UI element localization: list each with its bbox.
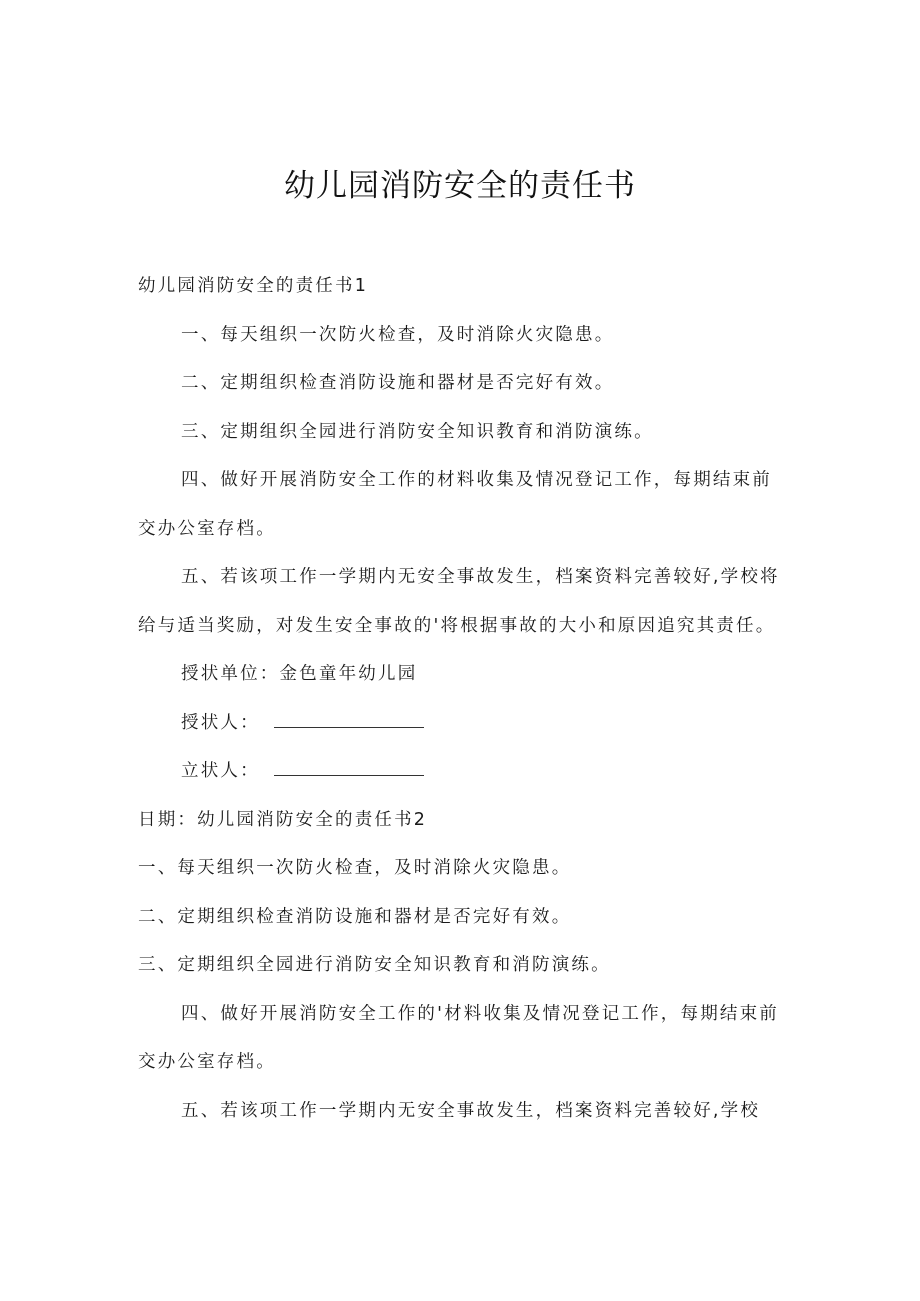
clause-4-copy: 四、做好开展消防安全工作的'材料收集及情况登记工作，每期结束前交办公室存档。 — [138, 1003, 780, 1072]
grantor-signature-line — [274, 709, 424, 728]
clause-2-copy: 二、定期组织检查消防设施和器材是否完好有效。 — [138, 906, 572, 927]
signer-label: 立状人： — [181, 761, 260, 781]
document-title: 幼儿园消防安全的责任书 — [284, 168, 636, 204]
clause-5-copy: 五、若该项工作一学期内无安全事故发生，档案资料完善较好,学校 — [181, 1100, 761, 1121]
clause-3-copy: 三、定期组织全园进行消防安全知识教育和消防演练。 — [138, 955, 611, 975]
signer-signature-line — [274, 757, 424, 776]
clause-5: 五、若该项工作一学期内无安全事故发生，档案资料完善较好,学校将给与适当奖励，对发生安全事故的'将根据事故的大小和原因追究其责任。 — [138, 567, 780, 636]
clause-4: 四、做好开展消防安全工作的材料收集及情况登记工作，每期结束前交办公室存档。 — [138, 470, 772, 539]
grantor-unit: 授状单位：金色童年幼儿园 — [181, 664, 418, 684]
clause-1: 一、每天组织一次防火检查，及时消除火灾隐患。 — [181, 324, 615, 345]
clause-1-copy: 一、每天组织一次防火检查，及时消除火灾隐患。 — [138, 858, 572, 878]
grantor-person-label: 授状人： — [181, 712, 260, 733]
signer-row — [138, 747, 788, 796]
section-heading-2: 日期：幼儿园消防安全的责任书2 — [138, 809, 428, 830]
clause-2: 二、定期组织检查消防设施和器材是否完好有效。 — [181, 373, 615, 393]
document-body — [138, 262, 788, 1135]
section-heading-1: 幼儿园消防安全的责任书1 — [138, 276, 369, 296]
clause-3: 三、定期组织全园进行消防安全知识教育和消防演练。 — [181, 421, 654, 442]
grantor-person-row — [138, 699, 788, 748]
